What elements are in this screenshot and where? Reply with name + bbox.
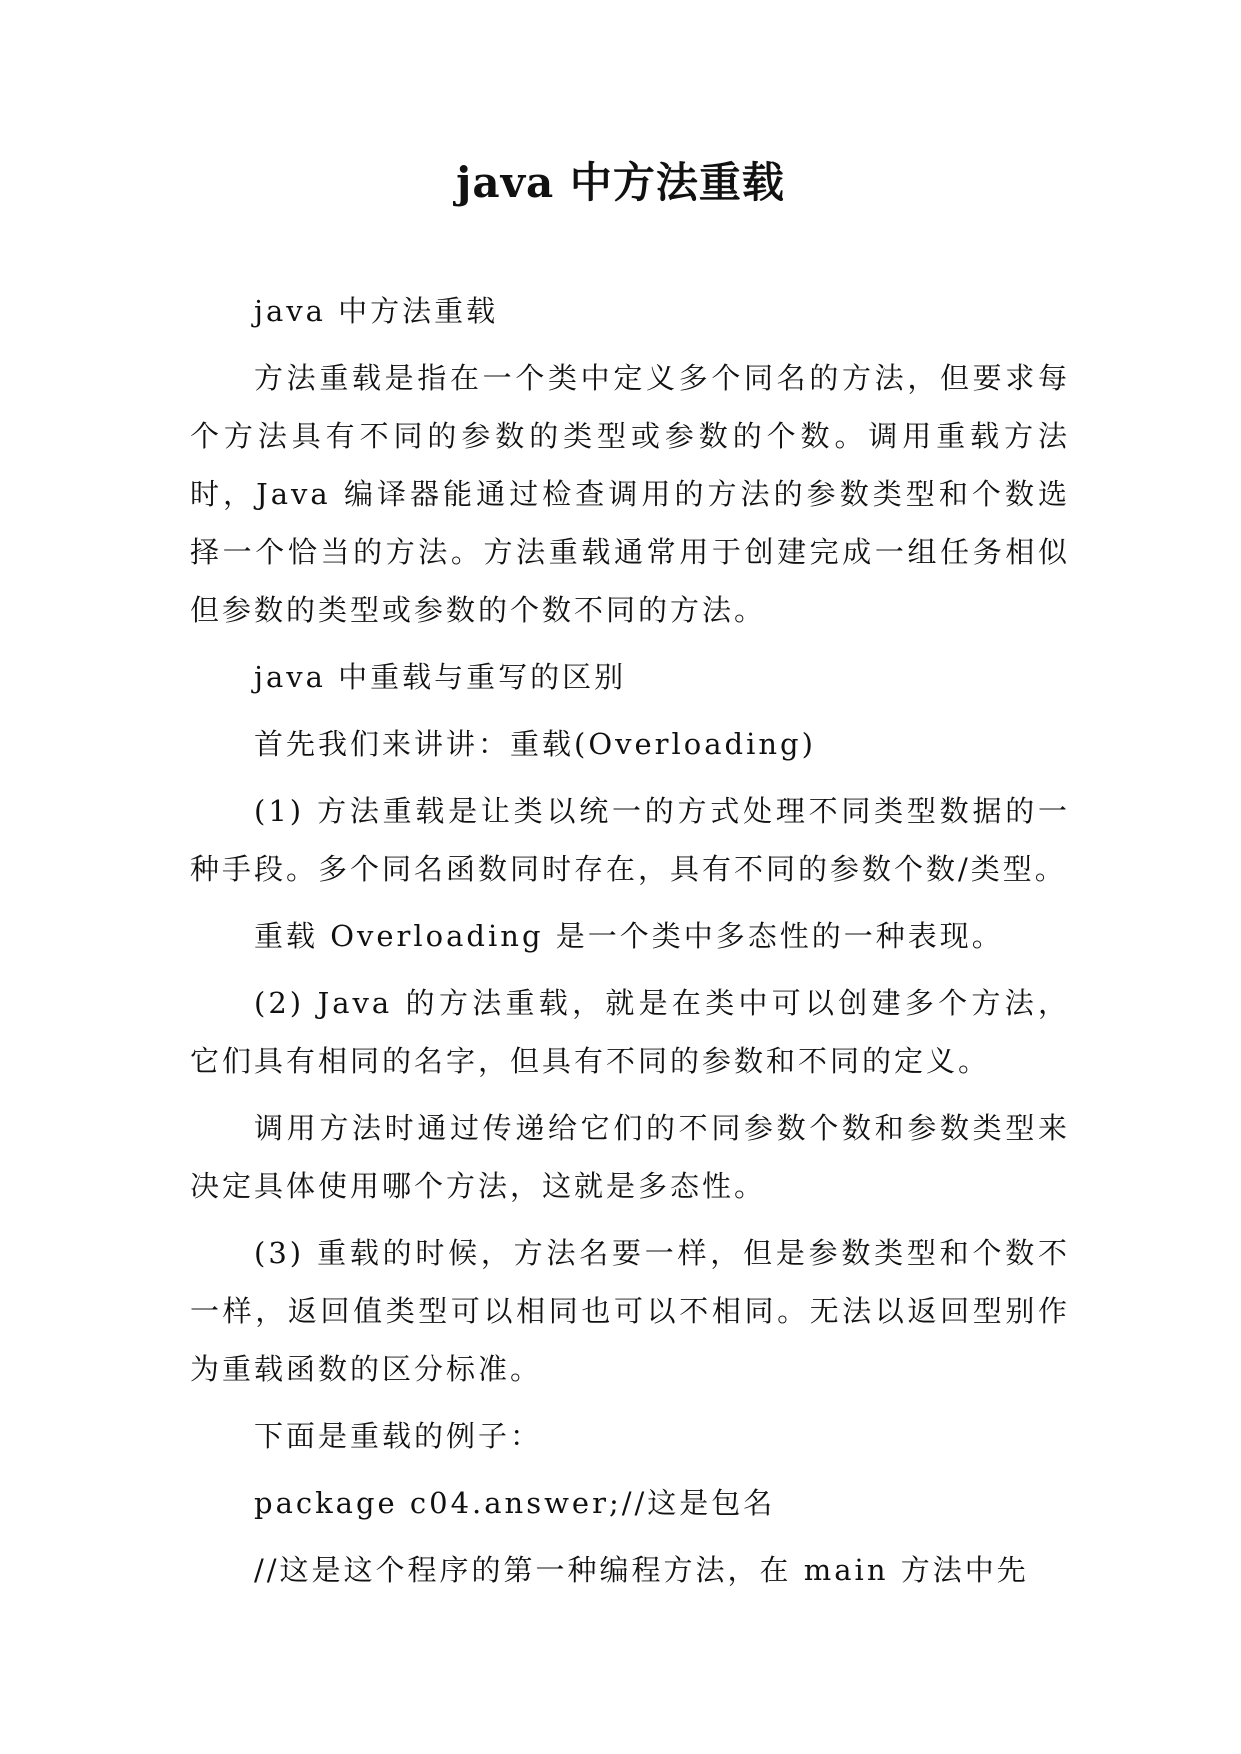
paragraph: 调用方法时通过传递给它们的不同参数个数和参数类型来决定具体使用哪个方法，这就是多态性。 <box>190 1111 1070 1203</box>
paragraph: 首先我们来讲讲：重载(Overloading) <box>254 727 816 761</box>
paragraph: java 中重载与重写的区别 <box>254 660 627 694</box>
paragraph: (2) Java 的方法重载，就是在类中可以创建多个方法，它们具有相同的名字，但具有不同的参数和不同的定义。 <box>190 986 1070 1078</box>
paragraph: (1) 方法重载是让类以统一的方式处理不同类型数据的一种手段。多个同名函数同时存在，具有不同的参数个数/类型。 <box>190 794 1070 886</box>
paragraph: 下面是重载的例子： <box>254 1419 543 1453</box>
document-body <box>190 282 1070 1608</box>
paragraph: java 中方法重载 <box>254 294 499 328</box>
paragraph: 方法重载是指在一个类中定义多个同名的方法，但要求每个方法具有不同的参数的类型或参数的个数。调用重载方法时，Java 编译器能通过检查调用的方法的参数类型和个数选择一个恰当的方法。方法重载通常用于创建完成一组任务相似但参数的类型或参数的个数不同的方法。 <box>190 361 1070 627</box>
document-title: java 中方法重载 <box>456 158 785 207</box>
paragraph: //这是这个程序的第一种编程方法，在 main 方法中先 <box>254 1553 1029 1587</box>
paragraph: (3) 重载的时候，方法名要一样，但是参数类型和个数不一样，返回值类型可以相同也可以不相同。无法以返回型别作为重载函数的区分标准。 <box>190 1236 1070 1386</box>
paragraph: package c04.answer;//这是包名 <box>254 1486 776 1520</box>
paragraph: 重载 Overloading 是一个类中多态性的一种表现。 <box>254 919 1004 953</box>
